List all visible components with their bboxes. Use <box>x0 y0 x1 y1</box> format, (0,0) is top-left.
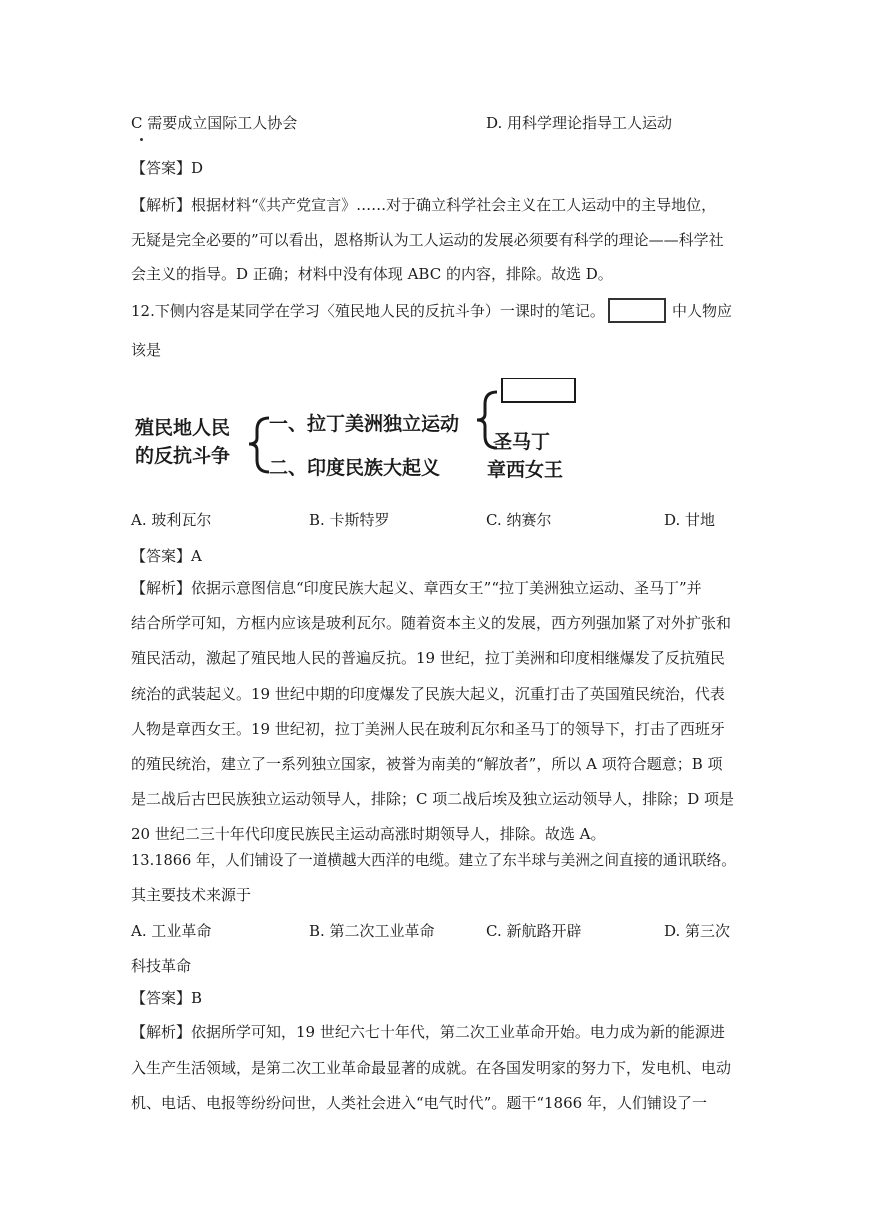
q13-option-d: D. 第三次 <box>664 922 731 940</box>
q12-analysis-line: 的殖民统治，建立了一系列独立国家，被誉为南美的“解放者”，所以 A 项符合题意；B 项 <box>131 755 723 773</box>
q12-option-c: C. 纳赛尔 <box>486 511 552 529</box>
q13-answer: 【答案】B <box>131 989 203 1007</box>
left-brace <box>249 418 269 472</box>
q11-analysis-line: 无疑是完全必要的”可以看出，恩格斯认为工人运动的发展必须要有科学的理论——科学社 <box>131 231 724 249</box>
q12-stem-line2: 该是 <box>131 341 162 359</box>
q12-analysis-line: 20 世纪二三十年代印度民族民主运动高涨时期领导人，排除。故选 A。 <box>131 825 606 843</box>
q12-option-a: A. 玻利瓦尔 <box>131 511 212 529</box>
diagram-person1: 圣马丁 <box>493 431 551 453</box>
q13-stem-line: 13.1866 年，人们铺设了一道横越大西洋的电缆。建立了东半球与美洲之间直接的通讯联络。 <box>131 851 736 869</box>
diagram-person2: 章西女王 <box>487 459 564 481</box>
q13-analysis-line: 入生产生活领域，是第二次工业革命最显著的成就。在各国发明家的努力下，发电机、电动 <box>131 1059 732 1077</box>
diagram-branch2: 二、印度民族大起义 <box>269 457 441 479</box>
q13-analysis-line: 【解析】依据所学可知，19 世纪六七十年代，第二次工业革命开始。电力成为新的能源进 <box>131 1023 725 1041</box>
q12-analysis-line: 是二战后古巴民族独立运动领导人，排除；C 项二战后埃及独立运动领导人，排除；D 项是 <box>131 790 735 808</box>
q12-option-b: B. 卡斯特罗 <box>309 511 390 529</box>
q11-option-d: D. 用科学理论指导工人运动 <box>486 114 673 132</box>
q13-option-a: A. 工业革命 <box>131 922 212 940</box>
q13-option-d-cont: 科技革命 <box>131 957 192 975</box>
notes-diagram <box>131 378 601 488</box>
q12-stem-part1: 12.下侧内容是某同学在学习〈殖民地人民的反抗斗争）一课时的笔记。 <box>131 302 605 320</box>
q11-answer: 【答案】D <box>131 159 204 177</box>
q12-analysis-line: 统治的武装起义。19 世纪中期的印度爆发了民族大起义，沉重打击了英国殖民统治，代表 <box>131 685 725 703</box>
q11-analysis-line: 会主义的指导。D 正确；材料中没有体现 ABC 的内容，排除。故选 D。 <box>131 265 613 283</box>
q13-stem-line: 其主要技术来源于 <box>131 886 252 904</box>
q12-analysis-line: 【解析】依据示意图信息“印度民族大起义、章西女王”“拉丁美洲独立运动、圣马丁”并 <box>131 579 702 597</box>
stray-dot <box>140 138 143 141</box>
q13-option-c: C. 新航路开辟 <box>486 922 582 940</box>
diagram-branch1: 一、拉丁美洲独立运动 <box>269 413 460 435</box>
q13-option-b: B. 第二次工业革命 <box>309 922 435 940</box>
q12-analysis-line: 结合所学可知，方框内应该是玻利瓦尔。随着资本主义的发展，西方列强加紧了对外扩张和 <box>131 614 732 632</box>
diagram-blank-box <box>502 378 575 402</box>
q11-analysis-line: 【解析】根据材料“《共产党宣言》……对于确立科学社会主义在工人运动中的主导地位， <box>131 196 717 214</box>
diagram-root-line1: 殖民地人民 <box>135 417 231 439</box>
q12-analysis-line: 人物是章西女王。19 世纪初，拉丁美洲人民在玻利瓦尔和圣马丁的领导下，打击了西班牙 <box>131 720 725 738</box>
q12-option-d: D. 甘地 <box>664 511 716 529</box>
q12-analysis-line: 殖民活动，激起了殖民地人民的普遍反抗。19 世纪，拉丁美洲和印度相继爆发了反抗殖民 <box>131 649 725 667</box>
q11-option-c: C 需要成立国际工人协会 <box>131 114 298 132</box>
q12-stem-part2: 中人物应 <box>672 302 733 320</box>
q12-answer: 【答案】A <box>131 547 202 565</box>
answer-blank-box <box>608 298 666 323</box>
q13-analysis-line: 机、电话、电报等纷纷问世，人类社会进入“电气时代”。题干“1866 年，人们铺设了一 <box>131 1094 707 1112</box>
diagram-root-line2: 的反抗斗争 <box>135 445 231 467</box>
